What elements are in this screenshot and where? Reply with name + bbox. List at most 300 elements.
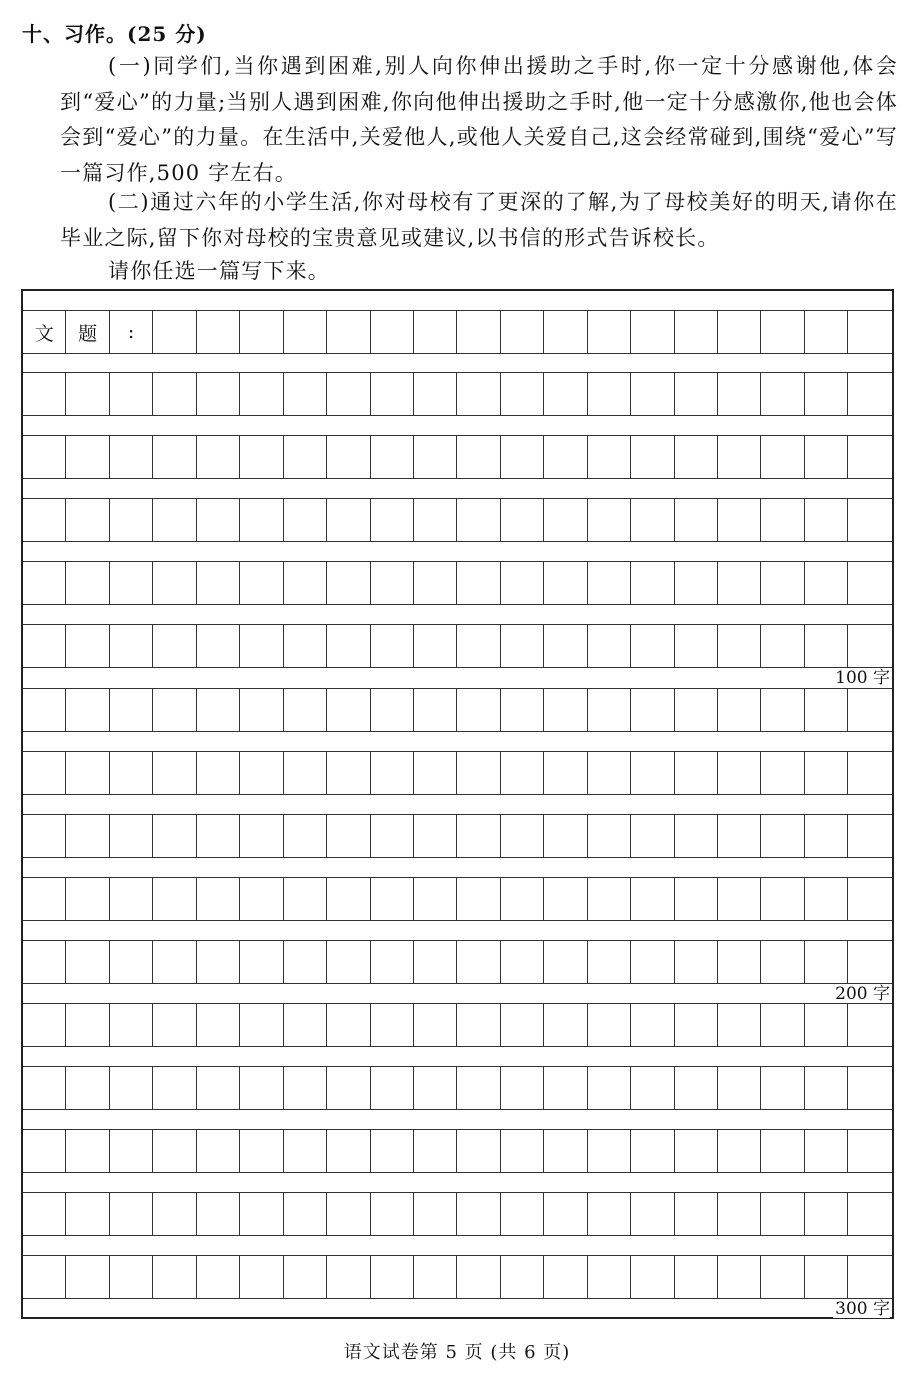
writing-cell[interactable] bbox=[153, 499, 196, 541]
writing-cell[interactable] bbox=[675, 1067, 718, 1109]
writing-cell[interactable] bbox=[588, 878, 631, 920]
writing-cell[interactable] bbox=[631, 878, 674, 920]
writing-cell[interactable] bbox=[588, 1004, 631, 1046]
writing-cell[interactable] bbox=[848, 562, 891, 604]
writing-cell[interactable] bbox=[631, 815, 674, 857]
writing-cell[interactable] bbox=[414, 878, 457, 920]
writing-cell[interactable] bbox=[631, 1193, 674, 1235]
writing-cell[interactable] bbox=[371, 625, 414, 667]
writing-cell[interactable] bbox=[457, 1256, 500, 1298]
writing-cell[interactable] bbox=[327, 752, 370, 794]
writing-cell[interactable] bbox=[718, 941, 761, 983]
writing-cell[interactable] bbox=[675, 878, 718, 920]
title-cell[interactable] bbox=[675, 311, 718, 353]
writing-cell[interactable] bbox=[848, 625, 891, 667]
writing-cell[interactable] bbox=[761, 499, 804, 541]
writing-cell[interactable] bbox=[284, 625, 327, 667]
title-cell[interactable] bbox=[457, 311, 500, 353]
writing-cell[interactable] bbox=[414, 1067, 457, 1109]
writing-cell[interactable] bbox=[457, 689, 500, 731]
title-cell[interactable] bbox=[197, 311, 240, 353]
writing-cell[interactable] bbox=[718, 625, 761, 667]
writing-cell[interactable] bbox=[457, 878, 500, 920]
writing-cell[interactable] bbox=[66, 625, 109, 667]
writing-cell[interactable] bbox=[501, 689, 544, 731]
writing-cell[interactable] bbox=[371, 1130, 414, 1172]
writing-cell[interactable] bbox=[805, 941, 848, 983]
writing-cell[interactable] bbox=[848, 941, 891, 983]
writing-cell[interactable] bbox=[153, 625, 196, 667]
writing-cell[interactable] bbox=[240, 689, 283, 731]
writing-cell[interactable] bbox=[501, 815, 544, 857]
writing-cell[interactable] bbox=[371, 815, 414, 857]
writing-cell[interactable] bbox=[110, 752, 153, 794]
writing-cell[interactable] bbox=[501, 1130, 544, 1172]
writing-cell[interactable] bbox=[110, 689, 153, 731]
writing-cell[interactable] bbox=[631, 562, 674, 604]
writing-cell[interactable] bbox=[153, 1256, 196, 1298]
writing-cell[interactable] bbox=[284, 562, 327, 604]
writing-cell[interactable] bbox=[761, 878, 804, 920]
writing-cell[interactable] bbox=[848, 1004, 891, 1046]
writing-cell[interactable] bbox=[675, 562, 718, 604]
writing-cell[interactable] bbox=[761, 1130, 804, 1172]
writing-cell[interactable] bbox=[371, 436, 414, 478]
writing-cell[interactable] bbox=[23, 1004, 66, 1046]
writing-cell[interactable] bbox=[327, 1193, 370, 1235]
writing-cell[interactable] bbox=[371, 1067, 414, 1109]
writing-cell[interactable] bbox=[153, 562, 196, 604]
writing-cell[interactable] bbox=[23, 1256, 66, 1298]
writing-cell[interactable] bbox=[327, 1130, 370, 1172]
writing-cell[interactable] bbox=[544, 1193, 587, 1235]
writing-cell[interactable] bbox=[414, 562, 457, 604]
writing-cell[interactable] bbox=[631, 373, 674, 415]
writing-cell[interactable] bbox=[240, 1256, 283, 1298]
writing-cell[interactable] bbox=[240, 878, 283, 920]
writing-cell[interactable] bbox=[848, 1193, 891, 1235]
writing-cell[interactable] bbox=[414, 1193, 457, 1235]
writing-cell[interactable] bbox=[414, 499, 457, 541]
writing-cell[interactable] bbox=[631, 941, 674, 983]
writing-cell[interactable] bbox=[240, 1067, 283, 1109]
writing-cell[interactable] bbox=[675, 689, 718, 731]
writing-cell[interactable] bbox=[110, 1067, 153, 1109]
writing-cell[interactable] bbox=[66, 1004, 109, 1046]
title-cell[interactable] bbox=[327, 311, 370, 353]
writing-cell[interactable] bbox=[631, 689, 674, 731]
writing-cell[interactable] bbox=[240, 1193, 283, 1235]
writing-cell[interactable] bbox=[588, 562, 631, 604]
writing-cell[interactable] bbox=[761, 1256, 804, 1298]
writing-cell[interactable] bbox=[327, 689, 370, 731]
writing-cell[interactable] bbox=[718, 562, 761, 604]
writing-cell[interactable] bbox=[110, 499, 153, 541]
writing-cell[interactable] bbox=[848, 373, 891, 415]
writing-cell[interactable] bbox=[544, 752, 587, 794]
writing-cell[interactable] bbox=[501, 625, 544, 667]
writing-cell[interactable] bbox=[588, 373, 631, 415]
writing-cell[interactable] bbox=[718, 1004, 761, 1046]
writing-cell[interactable] bbox=[66, 499, 109, 541]
writing-cell[interactable] bbox=[848, 815, 891, 857]
writing-cell[interactable] bbox=[588, 689, 631, 731]
writing-cell[interactable] bbox=[66, 373, 109, 415]
writing-cell[interactable] bbox=[718, 689, 761, 731]
writing-cell[interactable] bbox=[848, 689, 891, 731]
writing-cell[interactable] bbox=[675, 373, 718, 415]
writing-cell[interactable] bbox=[110, 436, 153, 478]
writing-cell[interactable] bbox=[240, 941, 283, 983]
writing-cell[interactable] bbox=[240, 752, 283, 794]
writing-cell[interactable] bbox=[457, 1193, 500, 1235]
writing-cell[interactable] bbox=[284, 499, 327, 541]
writing-cell[interactable] bbox=[66, 436, 109, 478]
writing-cell[interactable] bbox=[761, 1004, 804, 1046]
writing-cell[interactable] bbox=[588, 1130, 631, 1172]
writing-cell[interactable] bbox=[457, 1004, 500, 1046]
writing-cell[interactable] bbox=[544, 878, 587, 920]
writing-cell[interactable] bbox=[327, 436, 370, 478]
writing-cell[interactable] bbox=[23, 373, 66, 415]
writing-cell[interactable] bbox=[544, 1256, 587, 1298]
writing-cell[interactable] bbox=[110, 878, 153, 920]
writing-cell[interactable] bbox=[327, 878, 370, 920]
writing-cell[interactable] bbox=[805, 815, 848, 857]
writing-cell[interactable] bbox=[805, 1067, 848, 1109]
writing-cell[interactable] bbox=[675, 499, 718, 541]
writing-cell[interactable] bbox=[805, 752, 848, 794]
title-cell[interactable] bbox=[761, 311, 804, 353]
writing-cell[interactable] bbox=[110, 1256, 153, 1298]
writing-cell[interactable] bbox=[23, 499, 66, 541]
writing-cell[interactable] bbox=[675, 1130, 718, 1172]
writing-cell[interactable] bbox=[66, 1130, 109, 1172]
writing-cell[interactable] bbox=[457, 1130, 500, 1172]
writing-cell[interactable] bbox=[284, 941, 327, 983]
writing-cell[interactable] bbox=[284, 1004, 327, 1046]
writing-cell[interactable] bbox=[66, 562, 109, 604]
writing-cell[interactable] bbox=[197, 1130, 240, 1172]
writing-cell[interactable] bbox=[588, 815, 631, 857]
writing-cell[interactable] bbox=[110, 1004, 153, 1046]
writing-cell[interactable] bbox=[761, 815, 804, 857]
writing-cell[interactable] bbox=[23, 689, 66, 731]
writing-cell[interactable] bbox=[761, 1193, 804, 1235]
writing-cell[interactable] bbox=[153, 689, 196, 731]
writing-cell[interactable] bbox=[327, 373, 370, 415]
writing-cell[interactable] bbox=[23, 1130, 66, 1172]
writing-cell[interactable] bbox=[371, 1256, 414, 1298]
writing-cell[interactable] bbox=[544, 436, 587, 478]
writing-cell[interactable] bbox=[240, 625, 283, 667]
writing-cell[interactable] bbox=[66, 941, 109, 983]
writing-cell[interactable] bbox=[371, 373, 414, 415]
writing-cell[interactable] bbox=[718, 815, 761, 857]
writing-cell[interactable] bbox=[414, 1004, 457, 1046]
writing-cell[interactable] bbox=[153, 878, 196, 920]
writing-cell[interactable] bbox=[544, 689, 587, 731]
writing-cell[interactable] bbox=[457, 562, 500, 604]
writing-cell[interactable] bbox=[457, 752, 500, 794]
writing-cell[interactable] bbox=[588, 1193, 631, 1235]
writing-cell[interactable] bbox=[805, 1130, 848, 1172]
writing-cell[interactable] bbox=[501, 878, 544, 920]
writing-cell[interactable] bbox=[761, 562, 804, 604]
writing-cell[interactable] bbox=[805, 689, 848, 731]
writing-cell[interactable] bbox=[501, 1193, 544, 1235]
writing-cell[interactable] bbox=[588, 1256, 631, 1298]
writing-cell[interactable] bbox=[501, 1256, 544, 1298]
writing-cell[interactable] bbox=[66, 1067, 109, 1109]
writing-cell[interactable] bbox=[23, 562, 66, 604]
writing-cell[interactable] bbox=[675, 1004, 718, 1046]
writing-cell[interactable] bbox=[197, 815, 240, 857]
writing-cell[interactable] bbox=[240, 815, 283, 857]
writing-cell[interactable] bbox=[284, 1193, 327, 1235]
writing-cell[interactable] bbox=[197, 752, 240, 794]
writing-cell[interactable] bbox=[631, 752, 674, 794]
writing-cell[interactable] bbox=[501, 562, 544, 604]
writing-cell[interactable] bbox=[371, 1193, 414, 1235]
writing-cell[interactable] bbox=[457, 941, 500, 983]
writing-cell[interactable] bbox=[544, 815, 587, 857]
writing-cell[interactable] bbox=[718, 1130, 761, 1172]
writing-cell[interactable] bbox=[805, 1193, 848, 1235]
title-cell[interactable] bbox=[544, 311, 587, 353]
writing-cell[interactable] bbox=[240, 436, 283, 478]
writing-cell[interactable] bbox=[501, 499, 544, 541]
title-cell[interactable] bbox=[718, 311, 761, 353]
writing-cell[interactable] bbox=[327, 499, 370, 541]
writing-cell[interactable] bbox=[631, 1004, 674, 1046]
writing-cell[interactable] bbox=[371, 562, 414, 604]
writing-cell[interactable] bbox=[414, 1130, 457, 1172]
writing-cell[interactable] bbox=[761, 436, 804, 478]
writing-cell[interactable] bbox=[501, 752, 544, 794]
writing-cell[interactable] bbox=[675, 1193, 718, 1235]
writing-cell[interactable] bbox=[761, 941, 804, 983]
writing-cell[interactable] bbox=[675, 1256, 718, 1298]
writing-cell[interactable] bbox=[371, 689, 414, 731]
writing-cell[interactable] bbox=[327, 1067, 370, 1109]
writing-cell[interactable] bbox=[544, 1067, 587, 1109]
writing-cell[interactable] bbox=[110, 625, 153, 667]
writing-cell[interactable] bbox=[197, 373, 240, 415]
writing-cell[interactable] bbox=[284, 752, 327, 794]
writing-cell[interactable] bbox=[805, 436, 848, 478]
writing-cell[interactable] bbox=[544, 1130, 587, 1172]
writing-cell[interactable] bbox=[805, 878, 848, 920]
writing-cell[interactable] bbox=[631, 625, 674, 667]
writing-cell[interactable] bbox=[240, 1004, 283, 1046]
writing-cell[interactable] bbox=[284, 689, 327, 731]
writing-cell[interactable] bbox=[110, 562, 153, 604]
writing-cell[interactable] bbox=[414, 689, 457, 731]
writing-cell[interactable] bbox=[588, 436, 631, 478]
writing-cell[interactable] bbox=[327, 941, 370, 983]
writing-cell[interactable] bbox=[327, 1256, 370, 1298]
writing-cell[interactable] bbox=[23, 1067, 66, 1109]
writing-cell[interactable] bbox=[66, 689, 109, 731]
writing-cell[interactable] bbox=[631, 1256, 674, 1298]
writing-cell[interactable] bbox=[718, 1256, 761, 1298]
writing-cell[interactable] bbox=[414, 1256, 457, 1298]
writing-cell[interactable] bbox=[327, 625, 370, 667]
writing-cell[interactable] bbox=[761, 1067, 804, 1109]
writing-cell[interactable] bbox=[761, 373, 804, 415]
writing-cell[interactable] bbox=[718, 436, 761, 478]
title-cell[interactable] bbox=[153, 311, 196, 353]
writing-cell[interactable] bbox=[153, 1130, 196, 1172]
writing-cell[interactable] bbox=[240, 1130, 283, 1172]
writing-cell[interactable] bbox=[631, 499, 674, 541]
writing-cell[interactable] bbox=[675, 752, 718, 794]
title-cell[interactable] bbox=[371, 311, 414, 353]
writing-cell[interactable] bbox=[718, 878, 761, 920]
writing-cell[interactable] bbox=[23, 752, 66, 794]
title-cell[interactable] bbox=[805, 311, 848, 353]
writing-cell[interactable] bbox=[197, 878, 240, 920]
writing-cell[interactable] bbox=[718, 499, 761, 541]
title-cell[interactable] bbox=[284, 311, 327, 353]
writing-cell[interactable] bbox=[544, 562, 587, 604]
writing-cell[interactable] bbox=[197, 1004, 240, 1046]
writing-cell[interactable] bbox=[110, 941, 153, 983]
writing-cell[interactable] bbox=[805, 373, 848, 415]
title-cell[interactable] bbox=[631, 311, 674, 353]
writing-cell[interactable] bbox=[197, 499, 240, 541]
writing-cell[interactable] bbox=[197, 625, 240, 667]
writing-cell[interactable] bbox=[805, 1004, 848, 1046]
writing-cell[interactable] bbox=[631, 1130, 674, 1172]
writing-cell[interactable] bbox=[848, 436, 891, 478]
writing-cell[interactable] bbox=[66, 815, 109, 857]
writing-cell[interactable] bbox=[848, 752, 891, 794]
writing-cell[interactable] bbox=[588, 752, 631, 794]
writing-cell[interactable] bbox=[848, 499, 891, 541]
writing-cell[interactable] bbox=[544, 1004, 587, 1046]
writing-cell[interactable] bbox=[588, 941, 631, 983]
writing-cell[interactable] bbox=[761, 752, 804, 794]
writing-cell[interactable] bbox=[23, 625, 66, 667]
writing-cell[interactable] bbox=[414, 752, 457, 794]
writing-cell[interactable] bbox=[371, 752, 414, 794]
writing-cell[interactable] bbox=[544, 625, 587, 667]
writing-cell[interactable] bbox=[327, 562, 370, 604]
writing-cell[interactable] bbox=[848, 1067, 891, 1109]
writing-cell[interactable] bbox=[284, 1067, 327, 1109]
writing-cell[interactable] bbox=[457, 625, 500, 667]
writing-cell[interactable] bbox=[805, 562, 848, 604]
writing-cell[interactable] bbox=[718, 373, 761, 415]
writing-cell[interactable] bbox=[544, 499, 587, 541]
writing-cell[interactable] bbox=[631, 1067, 674, 1109]
writing-cell[interactable] bbox=[501, 1067, 544, 1109]
writing-cell[interactable] bbox=[501, 373, 544, 415]
writing-cell[interactable] bbox=[414, 941, 457, 983]
writing-cell[interactable] bbox=[153, 436, 196, 478]
writing-cell[interactable] bbox=[805, 625, 848, 667]
writing-cell[interactable] bbox=[848, 1130, 891, 1172]
writing-cell[interactable] bbox=[66, 1256, 109, 1298]
writing-cell[interactable] bbox=[501, 941, 544, 983]
title-cell[interactable] bbox=[501, 311, 544, 353]
writing-cell[interactable] bbox=[544, 941, 587, 983]
writing-cell[interactable] bbox=[588, 1067, 631, 1109]
writing-cell[interactable] bbox=[501, 436, 544, 478]
writing-cell[interactable] bbox=[110, 373, 153, 415]
writing-cell[interactable] bbox=[501, 1004, 544, 1046]
writing-cell[interactable] bbox=[848, 878, 891, 920]
writing-cell[interactable] bbox=[240, 562, 283, 604]
writing-cell[interactable] bbox=[110, 1193, 153, 1235]
writing-cell[interactable] bbox=[761, 625, 804, 667]
writing-cell[interactable] bbox=[805, 1256, 848, 1298]
writing-cell[interactable] bbox=[675, 941, 718, 983]
writing-cell[interactable] bbox=[153, 752, 196, 794]
writing-cell[interactable] bbox=[371, 1004, 414, 1046]
writing-cell[interactable] bbox=[718, 1193, 761, 1235]
writing-cell[interactable] bbox=[66, 752, 109, 794]
title-cell[interactable] bbox=[240, 311, 283, 353]
writing-cell[interactable] bbox=[284, 1256, 327, 1298]
writing-cell[interactable] bbox=[675, 436, 718, 478]
writing-cell[interactable] bbox=[675, 815, 718, 857]
writing-cell[interactable] bbox=[284, 878, 327, 920]
writing-cell[interactable] bbox=[588, 625, 631, 667]
writing-cell[interactable] bbox=[110, 815, 153, 857]
writing-cell[interactable] bbox=[457, 436, 500, 478]
writing-cell[interactable] bbox=[457, 373, 500, 415]
writing-cell[interactable] bbox=[23, 941, 66, 983]
writing-cell[interactable] bbox=[197, 436, 240, 478]
writing-cell[interactable] bbox=[457, 815, 500, 857]
writing-cell[interactable] bbox=[284, 815, 327, 857]
writing-cell[interactable] bbox=[284, 436, 327, 478]
writing-cell[interactable] bbox=[23, 1193, 66, 1235]
writing-cell[interactable] bbox=[327, 1004, 370, 1046]
writing-cell[interactable] bbox=[197, 1193, 240, 1235]
writing-cell[interactable] bbox=[197, 1256, 240, 1298]
writing-cell[interactable] bbox=[718, 1067, 761, 1109]
writing-cell[interactable] bbox=[23, 436, 66, 478]
writing-cell[interactable] bbox=[588, 499, 631, 541]
writing-cell[interactable] bbox=[240, 373, 283, 415]
writing-cell[interactable] bbox=[631, 436, 674, 478]
title-cell[interactable] bbox=[848, 311, 891, 353]
writing-cell[interactable] bbox=[414, 373, 457, 415]
title-row[interactable] bbox=[23, 310, 892, 354]
writing-cell[interactable] bbox=[153, 1004, 196, 1046]
writing-cell[interactable] bbox=[23, 815, 66, 857]
writing-cell[interactable] bbox=[197, 689, 240, 731]
writing-cell[interactable] bbox=[718, 752, 761, 794]
writing-cell[interactable] bbox=[110, 1130, 153, 1172]
writing-cell[interactable] bbox=[327, 815, 370, 857]
writing-cell[interactable] bbox=[23, 878, 66, 920]
writing-cell[interactable] bbox=[284, 373, 327, 415]
writing-cell[interactable] bbox=[414, 815, 457, 857]
writing-cell[interactable] bbox=[371, 878, 414, 920]
writing-cell[interactable] bbox=[848, 1256, 891, 1298]
writing-cell[interactable] bbox=[197, 562, 240, 604]
writing-cell[interactable] bbox=[197, 941, 240, 983]
writing-cell[interactable] bbox=[544, 373, 587, 415]
writing-cell[interactable] bbox=[153, 1193, 196, 1235]
writing-cell[interactable] bbox=[805, 499, 848, 541]
writing-cell[interactable] bbox=[414, 625, 457, 667]
